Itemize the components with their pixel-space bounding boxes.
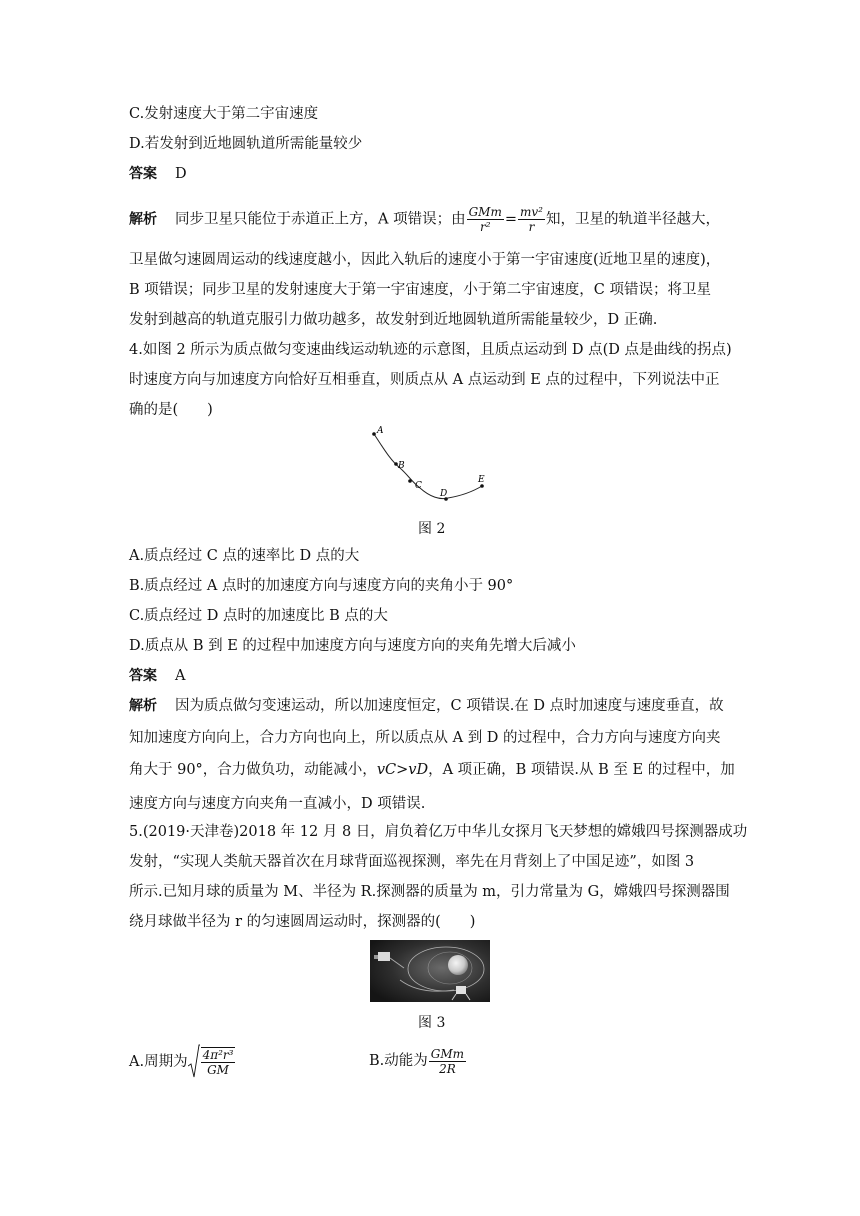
analysis-text: 角大于 90°，合力做负功，动能减小，: [129, 762, 377, 778]
q5-stem-line-3: 所示.已知月球的质量为 M、半径为 R.探测器的质量为 m，引力常量为 G，嫦娥四号探测器围: [129, 884, 730, 900]
q5-stem-line-4: 绕月球做半径为 r 的匀速圆周运动时，探测器的( ): [129, 914, 476, 930]
moon-probe-photo: [370, 940, 490, 1002]
fraction-gmm-r2: [467, 205, 504, 234]
analysis-label: 解析: [129, 698, 157, 714]
moon-icon: [448, 955, 468, 975]
label-b: B: [398, 461, 405, 471]
q4-answer: [129, 666, 185, 686]
q3-option-c: C.发射速度大于第二宇宙速度: [129, 106, 319, 122]
fraction-numerator: GMm: [468, 205, 502, 219]
q4-option-c: C.质点经过 D 点时的加速度比 B 点的大: [129, 608, 388, 624]
q4-analysis-line-1: [129, 696, 724, 716]
q5-option-a: [129, 1044, 236, 1080]
q4-analysis-line-3: [129, 760, 735, 780]
analysis-text: ，A 项正确，B 项错误.从 B 至 E 的过程中，加: [428, 762, 735, 778]
equals-sign: =: [504, 211, 518, 228]
q3-answer: [129, 164, 187, 184]
analysis-text: 知，卫星的轨道半径越大，: [545, 211, 720, 228]
q4-stem-line-1: 4.如图 2 所示为质点做匀变速曲线运动轨迹的示意图，且质点运动到 D 点(D 点是曲线的拐点): [129, 342, 732, 358]
fraction-numerator: GMm: [430, 1046, 465, 1061]
q4-option-a: A.质点经过 C 点的速率比 D 点的大: [129, 548, 360, 564]
sqrt-expression: [188, 1044, 237, 1080]
fraction-denominator: r²: [479, 220, 491, 234]
label-a: A: [377, 426, 384, 436]
q4-option-d: D.质点从 B 到 E 的过程中加速度方向与速度方向的夹角先增大后减小: [129, 638, 576, 654]
figure-2-caption: 图 2: [418, 521, 446, 537]
q3-option-d: D.若发射到近地圆轨道所需能量较少: [129, 136, 363, 152]
analysis-text: 因为质点做匀变速运动，所以加速度恒定，C 项错误.在 D 点时加速度与速度垂直，故: [175, 698, 724, 714]
analysis-text: 同步卫星只能位于赤道正上方，A 项错误；由: [175, 211, 466, 228]
radical-sign-icon: [188, 1044, 200, 1080]
answer-label: 答案: [129, 166, 157, 182]
label-d: D: [440, 489, 448, 499]
velocity-comparison: vC>vD: [376, 762, 429, 778]
trajectory-figure: [360, 422, 510, 512]
fraction-period: [201, 1047, 236, 1077]
q4-stem-line-3: 确的是( ): [129, 402, 213, 418]
fraction-denominator: GM: [207, 1063, 229, 1077]
fraction-denominator: r: [528, 220, 535, 234]
option-a-label: A.周期为: [129, 1054, 188, 1070]
q3-analysis-line-1: [129, 205, 720, 234]
fraction-numerator: 4π²r³: [202, 1048, 234, 1062]
answer-value: D: [175, 166, 187, 182]
trajectory-curve: [374, 434, 482, 499]
q3-analysis-line-2: 卫星做匀速圆周运动的线速度越小，因此入轨后的速度小于第一宇宙速度(近地卫星的速度)，: [129, 252, 721, 268]
analysis-label: 解析: [129, 211, 157, 228]
q4-option-b: B.质点经过 A 点时的加速度方向与速度方向的夹角小于 90°: [129, 578, 514, 594]
point-c: [408, 479, 412, 483]
fraction-numerator: mv²: [520, 205, 543, 219]
answer-label: 答案: [129, 668, 157, 684]
option-b-label: B.动能为: [369, 1053, 428, 1069]
answer-value: A: [175, 668, 186, 684]
q4-analysis-line-2: 知加速度方向向上，合力方向也向上，所以质点从 A 到 D 的过程中，合力方向与速度方向夹: [129, 730, 721, 746]
q4-analysis-line-4: 速度方向与速度方向夹角一直减小，D 项错误.: [129, 796, 426, 812]
point-a: [372, 432, 376, 436]
label-e: E: [478, 475, 485, 485]
q3-analysis-line-3: B 项错误；同步卫星的发射速度大于第一宇宙速度，小于第二宇宙速度，C 项错误；将卫星: [129, 282, 711, 298]
label-c: C: [415, 481, 422, 491]
fraction-mv2-r: [518, 205, 545, 234]
q5-stem-line-1: 5.(2019·天津卷)2018 年 12 月 8 日，肩负着亿万中华儿女探月飞天梦想的嫦娥四号探测器成功: [129, 824, 748, 840]
q4-stem-line-2: 时速度方向与加速度方向恰好互相垂直，则质点从 A 点运动到 E 点的过程中，下列说法中正: [129, 372, 720, 388]
q5-stem-line-2: 发射，“实现人类航天器首次在月球背面巡视探测，率先在月背刻上了中国足迹”，如图 3: [129, 854, 695, 870]
q5-option-b: [369, 1044, 467, 1078]
fraction-kinetic-energy: [429, 1047, 466, 1076]
q3-analysis-line-4: 发射到越高的轨道克服引力做功越多，故发射到近地圆轨道所需能量较少，D 正确.: [129, 312, 658, 328]
figure-3-caption: 图 3: [418, 1015, 446, 1031]
fraction-denominator: 2R: [439, 1061, 456, 1076]
